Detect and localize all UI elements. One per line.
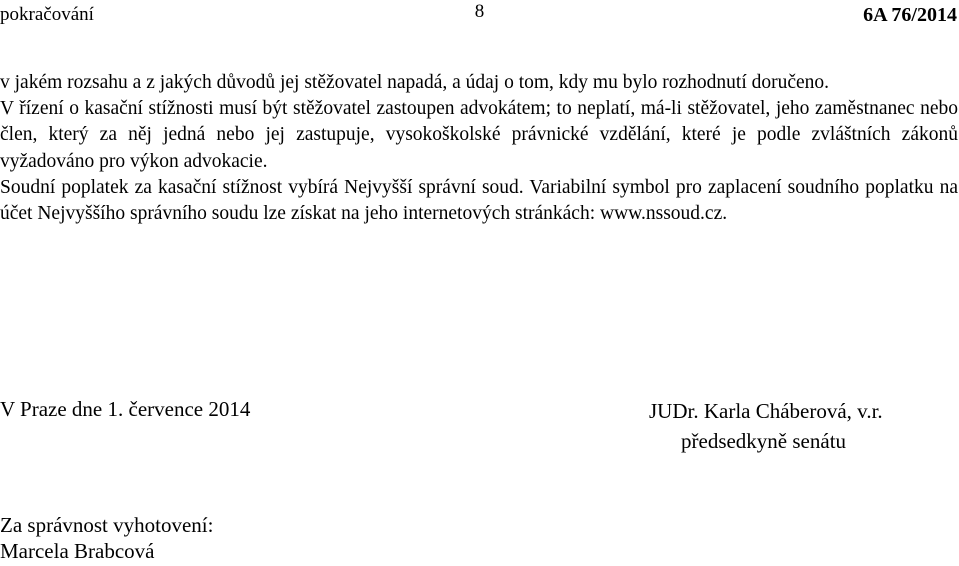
judge-name: JUDr. Karla Cháberová, v.r. xyxy=(649,399,883,423)
case-number: 6A 76/2014 xyxy=(863,4,957,26)
certification-footer xyxy=(0,512,213,564)
page-header xyxy=(0,0,959,30)
paragraph-scope: v jakém rozsahu a z jakých důvodů jej stěžovatel napadá, a údaj o tom, kdy mu bylo rozhodnutí doručeno. xyxy=(0,72,830,93)
judge-role: předsedkyně senátu xyxy=(681,429,847,453)
signature-block xyxy=(649,396,949,456)
page-number: 8 xyxy=(474,1,485,22)
paragraph-representation: V řízení o kasační stížnosti musí být stěžovatel zastoupen advokátem; to neplatí, má-li stěžovatel, jeho zaměstnanec nebo člen, který za něj jedná nebo jej zastupuje, vysokoškolské právnické vzdělání, které je podle zvláštních zákonů vyžadováno pro výkon advokacie. xyxy=(0,98,958,172)
paragraph-court-fee: Soudní poplatek za kasační stížnost vybírá Nejvyšší správní soud. Variabilní symbol pro zaplacení soudního poplatku na účet Nejvyššího správního soudu lze získat na jeho internetových stránkách: www.nssoud.cz. xyxy=(0,176,958,225)
certification-label: Za správnost vyhotovení: xyxy=(0,513,214,537)
instruction-text xyxy=(0,70,958,227)
place-and-date: V Praze dne 1. července 2014 xyxy=(0,397,251,421)
continuation-label: pokračování xyxy=(0,4,94,25)
certifier-name: Marcela Brabcová xyxy=(0,539,155,563)
